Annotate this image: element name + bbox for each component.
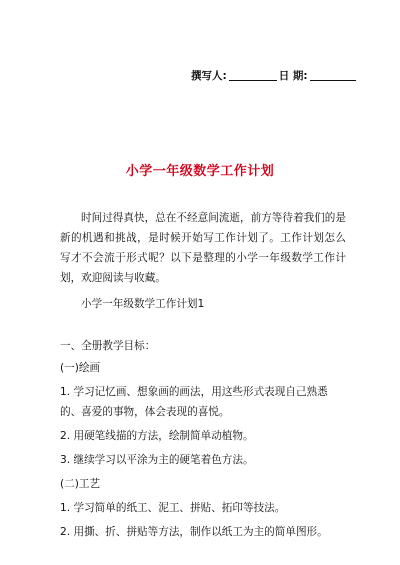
document-title: 小学一年级数学工作计划	[125, 164, 275, 179]
list-item: 2. 用硬笔线描的方法，绘制简单动植物。	[60, 430, 254, 442]
author-blank	[229, 69, 277, 81]
section-heading: 一、全册教学目标：	[60, 340, 156, 352]
header-fields	[191, 68, 356, 83]
date-blank	[310, 69, 356, 81]
intro-paragraph: 时间过得真快，总在不经意间流逝，前方等待着我们的是新的机遇和挑战，是时候开始写工作计划了。工作计划怎么写才不会流于形式呢？以下是整理的小学一年级数学工作计划，欢迎阅读与收藏。	[60, 212, 346, 284]
list-item: 1. 学习简单的纸工、泥工、拼贴、拓印等技法。	[60, 502, 286, 514]
part-heading-craft: (二)工艺	[60, 478, 101, 490]
author-label: 撰写人:	[191, 70, 227, 82]
list-item: 2. 用撕、折、拼贴等方法，制作以纸工为主的简单图形。	[60, 526, 328, 538]
date-label: 日 期:	[278, 70, 308, 82]
plan-subtitle: 小学一年级数学工作计划1	[81, 298, 205, 310]
list-item: 3. 继续学习以平涂为主的硬笔着色方法。	[60, 454, 254, 466]
spacer	[60, 314, 346, 334]
part-heading-drawing: (一)绘画	[60, 362, 101, 374]
list-item: 1. 学习记忆画、想象画的画法，用这些形式表现自己熟悉的、喜爱的事物，体会表现的喜悦。	[60, 386, 328, 418]
document-body	[60, 208, 346, 542]
